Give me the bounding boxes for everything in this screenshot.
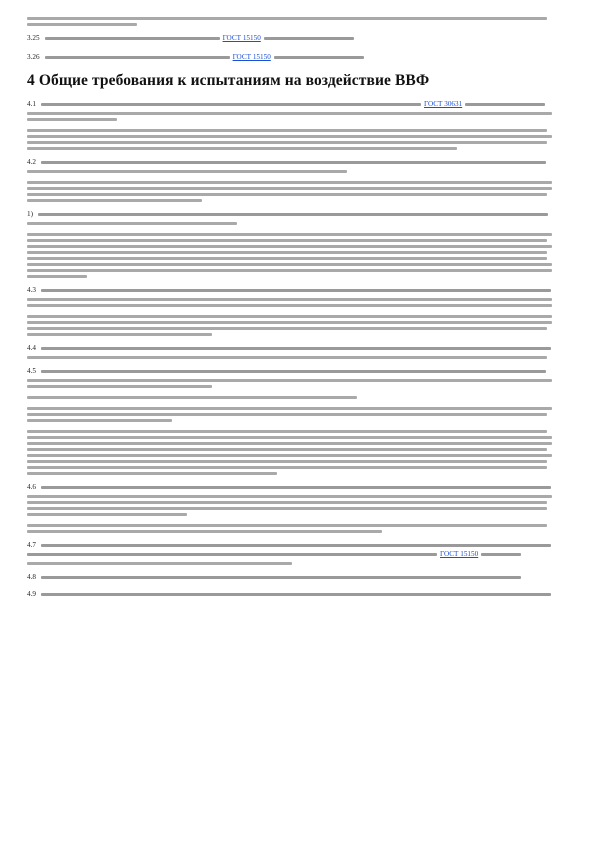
clause-number: 4.9 xyxy=(27,590,36,598)
paragraph xyxy=(27,396,567,399)
clause-3-25 xyxy=(27,34,567,43)
paragraph xyxy=(27,407,567,422)
paragraph xyxy=(27,233,567,278)
gost-15150-link[interactable]: ГОСТ 15150 xyxy=(440,550,479,558)
clause-number: 4.1 xyxy=(27,100,36,108)
clause-4-7 xyxy=(27,541,567,565)
clause-4-6 xyxy=(27,483,567,516)
clause-4-1 xyxy=(27,100,567,121)
clause-4-9 xyxy=(27,590,567,599)
clause-number: 3.25 xyxy=(27,34,40,42)
clause-number: 4.5 xyxy=(27,367,36,375)
clause-4-5 xyxy=(27,367,567,388)
paragraph xyxy=(27,315,567,336)
clause-number: 3.26 xyxy=(27,53,40,61)
list-item-1 xyxy=(27,210,567,225)
document-page xyxy=(27,14,567,607)
list-number: 1) xyxy=(27,210,33,218)
clause-number: 4.4 xyxy=(27,344,36,352)
gost-30631-link[interactable]: ГОСТ 30631 xyxy=(423,100,463,108)
paragraph-3-24 xyxy=(27,17,567,26)
clause-3-26 xyxy=(27,53,567,62)
clause-number: 4.6 xyxy=(27,483,36,491)
clause-number: 4.8 xyxy=(27,573,36,581)
clause-number: 4.7 xyxy=(27,541,36,549)
clause-number: 4.3 xyxy=(27,286,36,294)
section-heading: 4 Общие требования к испытаниям на воздействие ВВФ xyxy=(27,72,430,89)
clause-4-3 xyxy=(27,286,567,307)
paragraph xyxy=(27,129,567,150)
paragraph xyxy=(27,430,567,475)
clause-number: 4.2 xyxy=(27,158,36,166)
paragraph xyxy=(27,181,567,202)
paragraph xyxy=(27,524,567,533)
clause-4-4 xyxy=(27,344,567,359)
gost-15150-link[interactable]: ГОСТ 15150 xyxy=(222,34,261,42)
clause-4-8 xyxy=(27,573,567,582)
gost-15150-link[interactable]: ГОСТ 15150 xyxy=(232,53,271,61)
clause-4-2 xyxy=(27,158,567,173)
